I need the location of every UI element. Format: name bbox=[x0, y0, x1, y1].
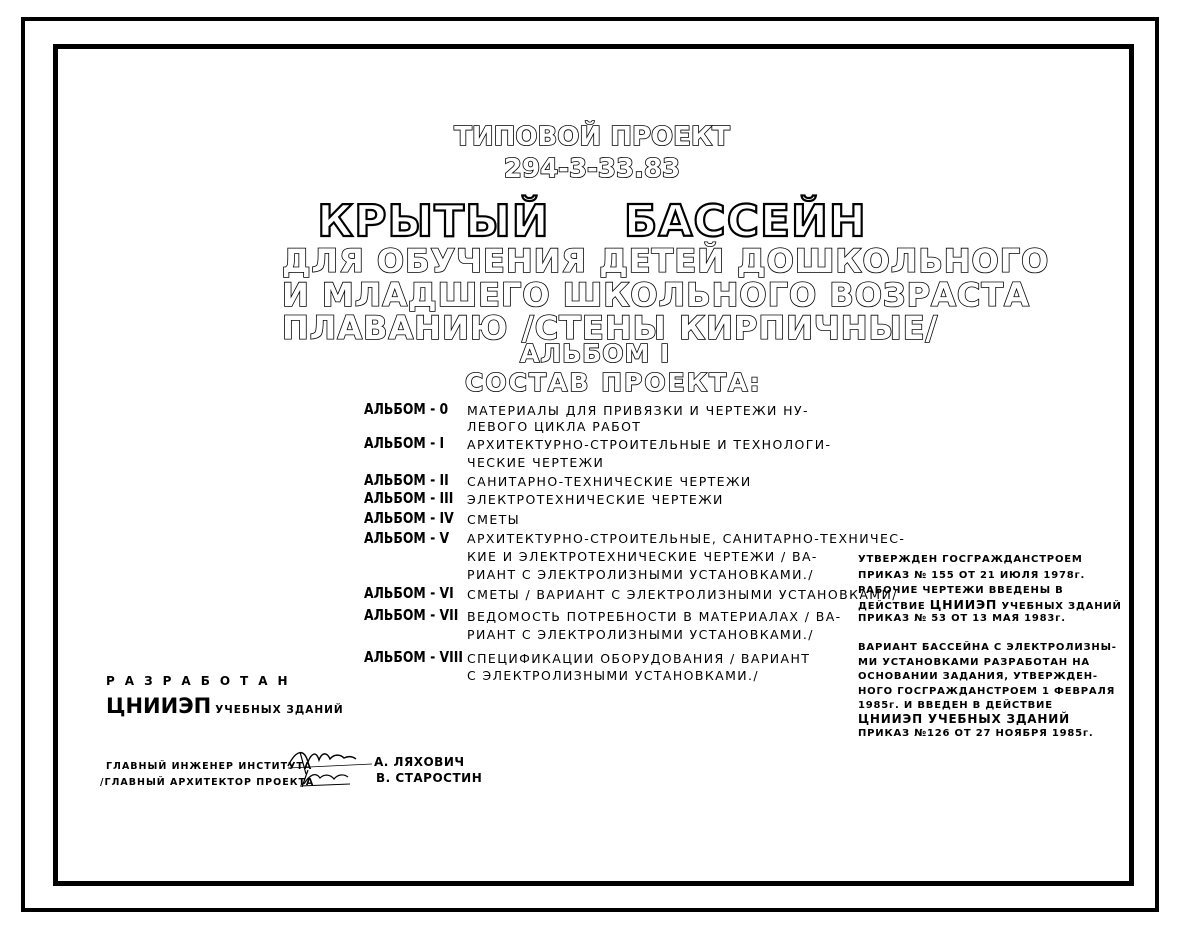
approval-line: ПРИКАЗ № 53 ОТ 13 МАЯ 1983г. bbox=[858, 613, 1066, 624]
album-desc: ЧЕСКИЕ ЧЕРТЕЖИ bbox=[467, 455, 605, 470]
album-label: АЛЬБОМ - 0 bbox=[364, 400, 449, 418]
signature-name: А. ЛЯХОВИЧ bbox=[374, 755, 465, 769]
signature-name: В. СТАРОСТИН bbox=[376, 771, 483, 785]
album-label: АЛЬБОМ - V bbox=[364, 529, 450, 547]
title-line4-left: ПЛАВАНИЮ bbox=[282, 309, 509, 347]
album-title: АЛЬБОМ I bbox=[520, 339, 671, 368]
album-desc: С ЭЛЕКТРОЛИЗНЫМИ УСТАНОВКАМИ./ bbox=[467, 668, 760, 683]
project-type: ТИПОВОЙ ПРОЕКТ bbox=[454, 122, 730, 152]
album-desc: РИАНТ С ЭЛЕКТРОЛИЗНЫМИ УСТАНОВКАМИ./ bbox=[467, 627, 814, 642]
album-desc: СМЕТЫ / ВАРИАНТ С ЭЛЕКТРОЛИЗНЫМИ УСТАНОВКАМИ/ bbox=[467, 587, 898, 602]
album-desc: САНИТАРНО-ТЕХНИЧЕСКИЕ ЧЕРТЕЖИ bbox=[467, 474, 752, 489]
album-desc: АРХИТЕКТУРНО-СТРОИТЕЛЬНЫЕ, САНИТАРНО-ТЕХНИЧЕС- bbox=[467, 531, 906, 546]
album-desc: СМЕТЫ bbox=[467, 512, 521, 527]
album-label: АЛЬБОМ - IV bbox=[364, 509, 454, 527]
album-label: АЛЬБОМ - VIII bbox=[364, 648, 464, 666]
album-desc: ЛЕВОГО ЦИКЛА РАБОТ bbox=[467, 419, 642, 434]
album-label: АЛЬБОМ - I bbox=[364, 434, 445, 452]
variant-line: МИ УСТАНОВКАМИ РАЗРАБОТАН НА bbox=[858, 657, 1090, 668]
signature-role: ГЛАВНЫЙ ИНЖЕНЕР ИНСТИТУТА bbox=[106, 761, 313, 772]
developer-org bbox=[106, 694, 344, 718]
album-desc: ВЕДОМОСТЬ ПОТРЕБНОСТИ В МАТЕРИАЛАХ / ВА- bbox=[467, 609, 842, 624]
variant-line: НОГО ГОСГРАЖДАНСТРОЕМ 1 ФЕВРАЛЯ bbox=[858, 686, 1116, 697]
developer-org-main: ЦНИИЭП bbox=[106, 694, 212, 718]
album-desc: ЭЛЕКТРОТЕХНИЧЕСКИЕ ЧЕРТЕЖИ bbox=[467, 492, 724, 507]
approval-text: УЧЕБНЫХ ЗДАНИЙ bbox=[997, 601, 1122, 612]
approval-line: ПРИКАЗ № 155 ОТ 21 ИЮЛЯ 1978г. bbox=[858, 570, 1086, 581]
title-line1: КРЫТЫЙ БАССЕЙН bbox=[317, 196, 867, 247]
title-line4-right: /СТЕНЫ КИРПИЧНЫЕ/ bbox=[522, 309, 939, 347]
variant-line: ЦНИИЭП УЧЕБНЫХ ЗДАНИЙ bbox=[858, 712, 1070, 726]
approval-text: ДЕЙСТВИЕ bbox=[858, 601, 930, 612]
title-line3: И МЛАДШЕГО ШКОЛЬНОГО ВОЗРАСТА bbox=[282, 276, 1030, 314]
signature-role: /ГЛАВНЫЙ АРХИТЕКТОР ПРОЕКТА bbox=[100, 777, 315, 788]
variant-line: ПРИКАЗ №126 ОТ 27 НОЯБРЯ 1985г. bbox=[858, 728, 1094, 739]
developer-org-sub: УЧЕБНЫХ ЗДАНИЙ bbox=[215, 704, 344, 716]
handwritten-signatures bbox=[286, 744, 372, 788]
approval-line: УТВЕРЖДЕН ГОСГРАЖДАНСТРОЕМ bbox=[858, 554, 1083, 565]
album-label: АЛЬБОМ - VII bbox=[364, 606, 459, 624]
album-desc: КИЕ И ЭЛЕКТРОТЕХНИЧЕСКИЕ ЧЕРТЕЖИ / ВА- bbox=[467, 549, 818, 564]
variant-line: 1985г. И ВВЕДЕН В ДЕЙСТВИЕ bbox=[858, 700, 1053, 711]
approval-org: ЦНИИЭП bbox=[929, 597, 998, 612]
album-desc: МАТЕРИАЛЫ ДЛЯ ПРИВЯЗКИ И ЧЕРТЕЖИ НУ- bbox=[467, 403, 809, 418]
album-desc: РИАНТ С ЭЛЕКТРОЛИЗНЫМИ УСТАНОВКАМИ./ bbox=[467, 567, 814, 582]
approval-line: РАБОЧИЕ ЧЕРТЕЖИ ВВЕДЕНЫ В bbox=[858, 585, 1064, 596]
developer-label: РАЗРАБОТАН bbox=[106, 674, 298, 688]
album-desc: АРХИТЕКТУРНО-СТРОИТЕЛЬНЫЕ И ТЕХНОЛОГИ- bbox=[467, 437, 832, 452]
title-line2: ДЛЯ ОБУЧЕНИЯ ДЕТЕЙ ДОШКОЛЬНОГО bbox=[282, 242, 1050, 280]
album-label: АЛЬБОМ - II bbox=[364, 471, 449, 489]
approval-line bbox=[858, 597, 1122, 612]
album-label: АЛЬБОМ - III bbox=[364, 489, 454, 507]
variant-line: ВАРИАНТ БАССЕЙНА С ЭЛЕКТРОЛИЗНЫ- bbox=[858, 642, 1117, 653]
composition-heading: СОСТАВ ПРОЕКТА: bbox=[465, 368, 762, 397]
project-number: 294-3-33.83 bbox=[503, 154, 681, 184]
variant-line: ОСНОВАНИИ ЗАДАНИЯ, УТВЕРЖДЕН- bbox=[858, 671, 1098, 682]
album-desc: СПЕЦИФИКАЦИИ ОБОРУДОВАНИЯ / ВАРИАНТ bbox=[467, 651, 811, 666]
album-label: АЛЬБОМ - VI bbox=[364, 584, 454, 602]
